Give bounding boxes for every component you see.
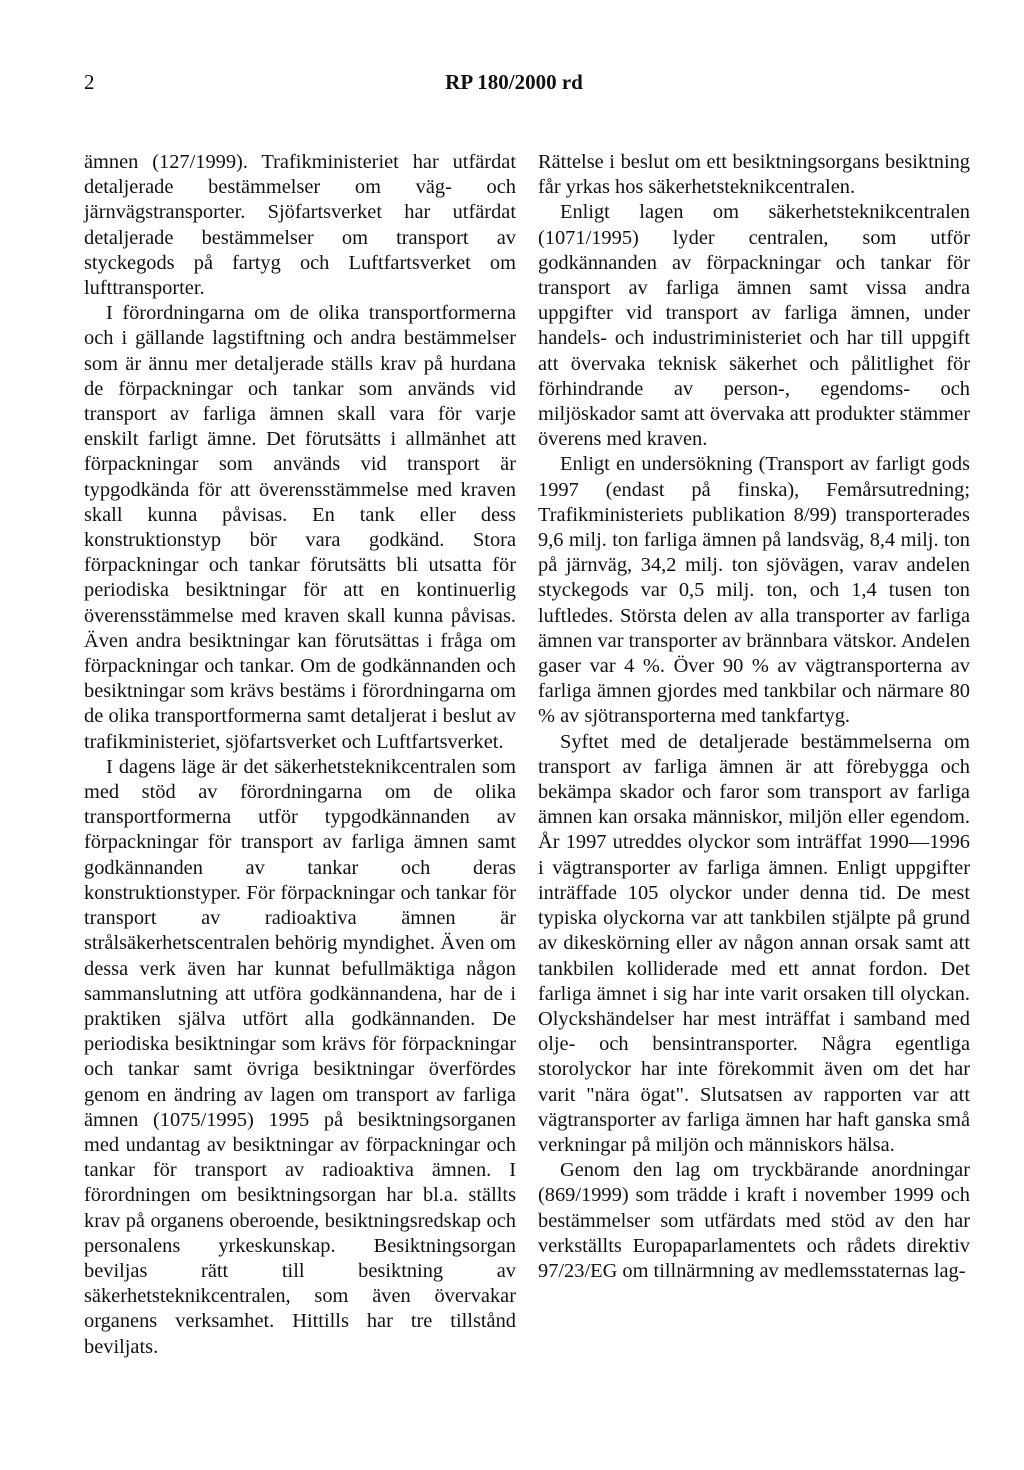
paragraph: Enligt lagen om säkerhetsteknikcentralen (1071/1995) lyder centralen, som utför godkännanden av förpackningar och tankar för transport av farliga ämnen samt vissa andra uppgifter vid transport av farliga ämnen, under handels- och industriministeriet och har till uppgift att övervaka teknisk säkerhet och pålitlighet för förhindrande av person-, egendoms- och miljöskador samt att övervaka att produkter stämmer överens med kraven. (538, 201, 970, 451)
paragraph: Rättelse i beslut om ett besiktningsorgans besiktning får yrkas hos säkerhetsteknikcentralen. (538, 151, 970, 199)
paragraph: Genom den lag om tryckbärande anordningar (869/1999) som trädde i kraft i november 1999 och bestämmelser som utfärdats med stöd av den har verkställts Europaparlamentets och rådets direktiv 97/23/EG om tillnärmning av medlemsstaternas lag- (538, 1159, 970, 1282)
paragraph: Enligt en undersökning (Transport av farligt gods 1997 (endast på finska), Femårsutredning; Trafikministeriets publikation 8/99) transporterades 9,6 milj. ton farliga ämnen på landsväg, 8,4 milj. ton på järnväg, 34,2 milj. ton sjövägen, varav andelen styckegods var 0,5 milj. ton, och 1,4 tusen ton luftledes. Största delen av alla transporter av farliga ämnen var transporter av brännbara vätskor. Andelen gaser var 4 %. Över 90 % av vägtransporterna av farliga ämnen gjordes med tankbilar och närmare 80 % av sjötransporterna med tankfartyg. (538, 453, 971, 728)
page-number: 2 (84, 70, 95, 94)
paragraph: ämnen (127/1999). Trafikministeriet har utfärdat detaljerade bestämmelser om väg- och järnvägstransporter. Sjöfartsverket har utfärdat detaljerade bestämmelser om transport av styckegods på fartyg och Luftfartsverket om lufttransporter. (84, 151, 516, 300)
page-header (84, 70, 944, 100)
paragraph: Syftet med de detaljerade bestämmelserna om transport av farliga ämnen är att förebygga och bekämpa skador och faror som transport av farliga ämnen kan orsaka människor, miljön eller egendom. År 1997 utreddes olyckor som inträffat 1990—1996 i vägtransporter av farliga ämnen. Enligt uppgifter inträffade 105 olyckor under denna tid. De mest typiska olyckorna var att tankbilen stjälpte på grund av dikeskörning eller av någon annan orsak samt att tankbilen kolliderade med ett annat fordon. Det farliga ämnet i sig har inte varit orsaken till olyckan. Olyckshändelser har mest inträffat i samband med olje- och bensintransporter. Några egentliga storolyckor har inte förekommit även om det har varit "nära ögat". Slutsatsen av rapporten var att vägtransporter av farliga ämnen har haft ganska små verkningar på miljön och människors hälsa. (538, 730, 970, 1156)
left-column (84, 150, 516, 1360)
paragraph: I dagens läge är det säkerhetsteknikcentralen som med stöd av förordningarna om de olika transportformerna utför typgodkännanden av förpackningar för transport av farliga ämnen samt godkännanden av tankar och deras konstruktionstyper. För förpackningar och tankar för transport av radioaktiva ämnen är strålsäkerhetscentralen behörig myndighet. Även om dessa verk även har kunnat befullmäktiga någon sammanslutning att utföra godkännandena, har de i praktiken själva utfört alla godkännanden. De periodiska besiktningar som krävs för förpackningar och tankar samt övriga besiktningar överfördes genom en ändring av lagen om transport av farliga ämnen (1075/1995) 1995 på besiktningsorganen med undantag av besiktningar av förpackningar och tankar för transport av radioaktiva ämnen. I förordningen om besiktningsorgan har bl.a. ställts krav på organens oberoende, besiktningsredskap och personalens yrkeskunskap. Besiktningsorgan beviljas rätt till besiktning av säkerhetsteknikcentralen, som även övervakar organens verksamhet. Hittills har tre tillstånd beviljats. (84, 755, 516, 1358)
right-column (538, 150, 970, 1284)
running-head: RP 180/2000 rd (445, 70, 583, 94)
paragraph: I förordningarna om de olika transportformerna och i gällande lagstiftning och andra bestämmelser som är ännu mer detaljerade ställs krav på hurdana de förpackningar och tankar som används vid transport av farliga ämnen skall vara för varje enskilt farligt ämne. Det förutsätts i allmänhet att förpackningar som används vid transport är typgodkända för att överensstämmelse med kraven skall kunna påvisas. En tank eller dess konstruktionstyp bör vara godkänd. Stora förpackningar och tankar förutsätts bli utsatta för periodiska besiktningar för att en kontinuerlig överensstämmelse med kraven skall kunna påvisas. Även andra besiktningar kan förutsättas i fråga om förpackningar och tankar. Om de godkännanden och besiktningar som krävs bestäms i förordningarna om de olika transportformerna samt detaljerat i beslut av trafikministeriet, sjöfartsverket och Luftfartsverket. (84, 302, 516, 753)
